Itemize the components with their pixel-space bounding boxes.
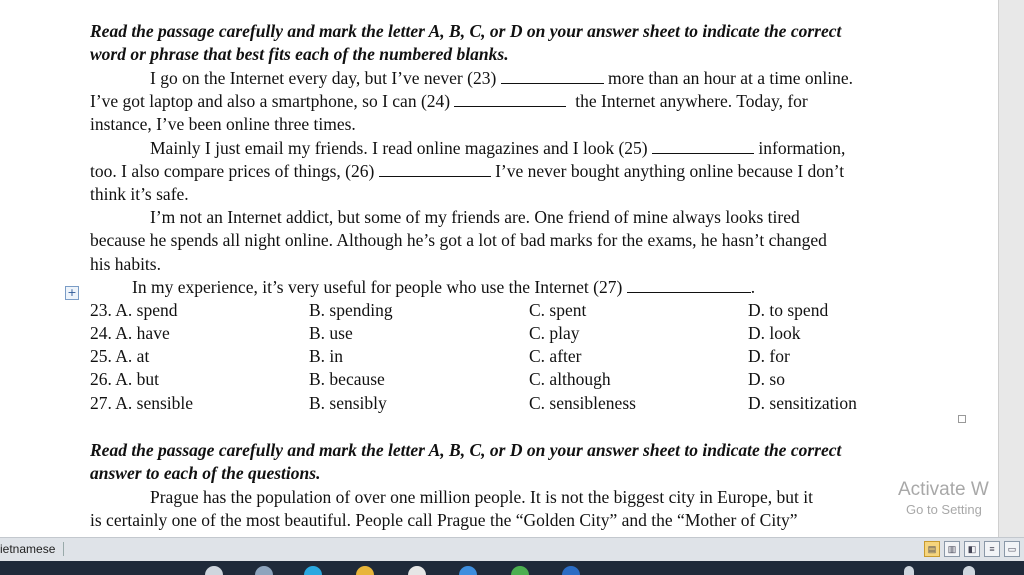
passage-line: In my experience, it’s very useful for people who use the Internet (27) . [132, 276, 756, 297]
edge-browser-icon[interactable] [304, 566, 322, 575]
passage-line: his habits. [90, 253, 161, 274]
app-icon[interactable] [459, 566, 477, 575]
option-a: 25. A. at [90, 346, 150, 366]
web-layout-icon[interactable]: ◧ [964, 541, 980, 557]
option-a: 24. A. have [90, 323, 170, 343]
option-a: 23. A. spend [90, 300, 178, 320]
watermark-subtitle: Go to Setting [906, 502, 982, 517]
blank-26 [379, 162, 491, 177]
option-b: B. because [309, 369, 385, 389]
passage-line: I go on the Internet every day, but I’ve never (23) more than an hour at a time online. [150, 68, 853, 88]
view-buttons [924, 541, 1020, 557]
instruction-line: Read the passage carefully and mark the letter A, B, C, or D on your answer sheet to indicate the correct [90, 21, 842, 41]
option-b: B. sensibly [309, 393, 387, 413]
instruction-line: Read the passage carefully and mark the letter A, B, C, or D on your answer sheet to indicate the correct [90, 440, 842, 460]
option-a: 26. A. but [90, 369, 160, 389]
passage-line: think it’s safe. [90, 184, 189, 205]
option-c: C. sensibleness [529, 393, 636, 413]
tray-icon[interactable] [963, 566, 975, 575]
reading-instructions [90, 439, 950, 485]
tray-chevron-icon[interactable] [904, 566, 914, 575]
blank-25 [652, 139, 754, 154]
option-c: C. play [529, 323, 580, 343]
outline-icon[interactable]: ≡ [984, 541, 1000, 557]
passage-line: is certainly one of the most beautiful. People call Prague the “Golden City” and the “Mother of City” [90, 510, 798, 531]
full-reading-icon[interactable]: ▥ [944, 541, 960, 557]
passage-line: I’m not an Internet addict, but some of my friends are. One friend of mine always looks tired [150, 207, 800, 228]
print-layout-icon[interactable]: ▤ [924, 541, 940, 557]
instruction-line: answer to each of the questions. [90, 463, 321, 484]
passage-line: instance, I’ve been online three times. [90, 114, 356, 135]
word-icon[interactable] [562, 566, 580, 575]
option-c: C. although [529, 369, 611, 389]
watermark-title: Activate W [898, 479, 989, 500]
option-d: D. look [748, 323, 801, 343]
passage-line: because he spends all night online. Although he’s got a lot of bad marks for the exams, he hasn’t changed [90, 230, 827, 251]
activation-watermark [898, 478, 998, 518]
table-resize-handle[interactable] [958, 415, 966, 423]
status-bar [0, 537, 1024, 562]
passage-line: I’ve got laptop and also a smartphone, so I can (24) the Internet anywhere. Today, for [90, 91, 808, 112]
spreadsheet-icon[interactable] [511, 566, 529, 575]
store-icon[interactable] [408, 566, 426, 575]
table-move-icon[interactable]: + [65, 286, 79, 300]
cloze-passage [90, 67, 950, 299]
option-b: B. in [309, 346, 344, 366]
language-indicator[interactable]: ietnamese [0, 542, 64, 556]
task-view-icon[interactable] [255, 566, 273, 575]
passage-line: Mainly I just email my friends. I read online magazines and I look (25) information, [150, 137, 846, 158]
option-b: B. use [309, 323, 353, 343]
instruction-line: word or phrase that best fits each of the numbered blanks. [90, 44, 509, 65]
option-b: B. spending [309, 300, 393, 320]
passage-line: too. I also compare prices of things, (26) I’ve never bought anything online because I don’t [90, 160, 845, 181]
option-d: D. for [748, 346, 790, 366]
option-d: D. to spend [748, 300, 829, 320]
reading-passage [90, 486, 950, 532]
draft-icon[interactable]: ▭ [1004, 541, 1020, 557]
option-d: D. so [748, 369, 785, 389]
option-c: C. spent [529, 300, 587, 320]
search-icon[interactable] [205, 566, 223, 575]
blank-27 [627, 278, 751, 293]
file-explorer-icon[interactable] [356, 566, 374, 575]
blank-23 [501, 69, 604, 84]
blank-24 [454, 92, 566, 107]
passage-line: Prague has the population of over one million people. It is not the biggest city in Europe, but it [150, 487, 813, 507]
cloze-instructions [90, 20, 950, 66]
page-margin-area [998, 0, 1024, 537]
option-a: 27. A. sensible [90, 393, 194, 413]
option-c: C. after [529, 346, 582, 366]
taskbar [0, 561, 1024, 575]
option-d: D. sensitization [748, 393, 857, 413]
